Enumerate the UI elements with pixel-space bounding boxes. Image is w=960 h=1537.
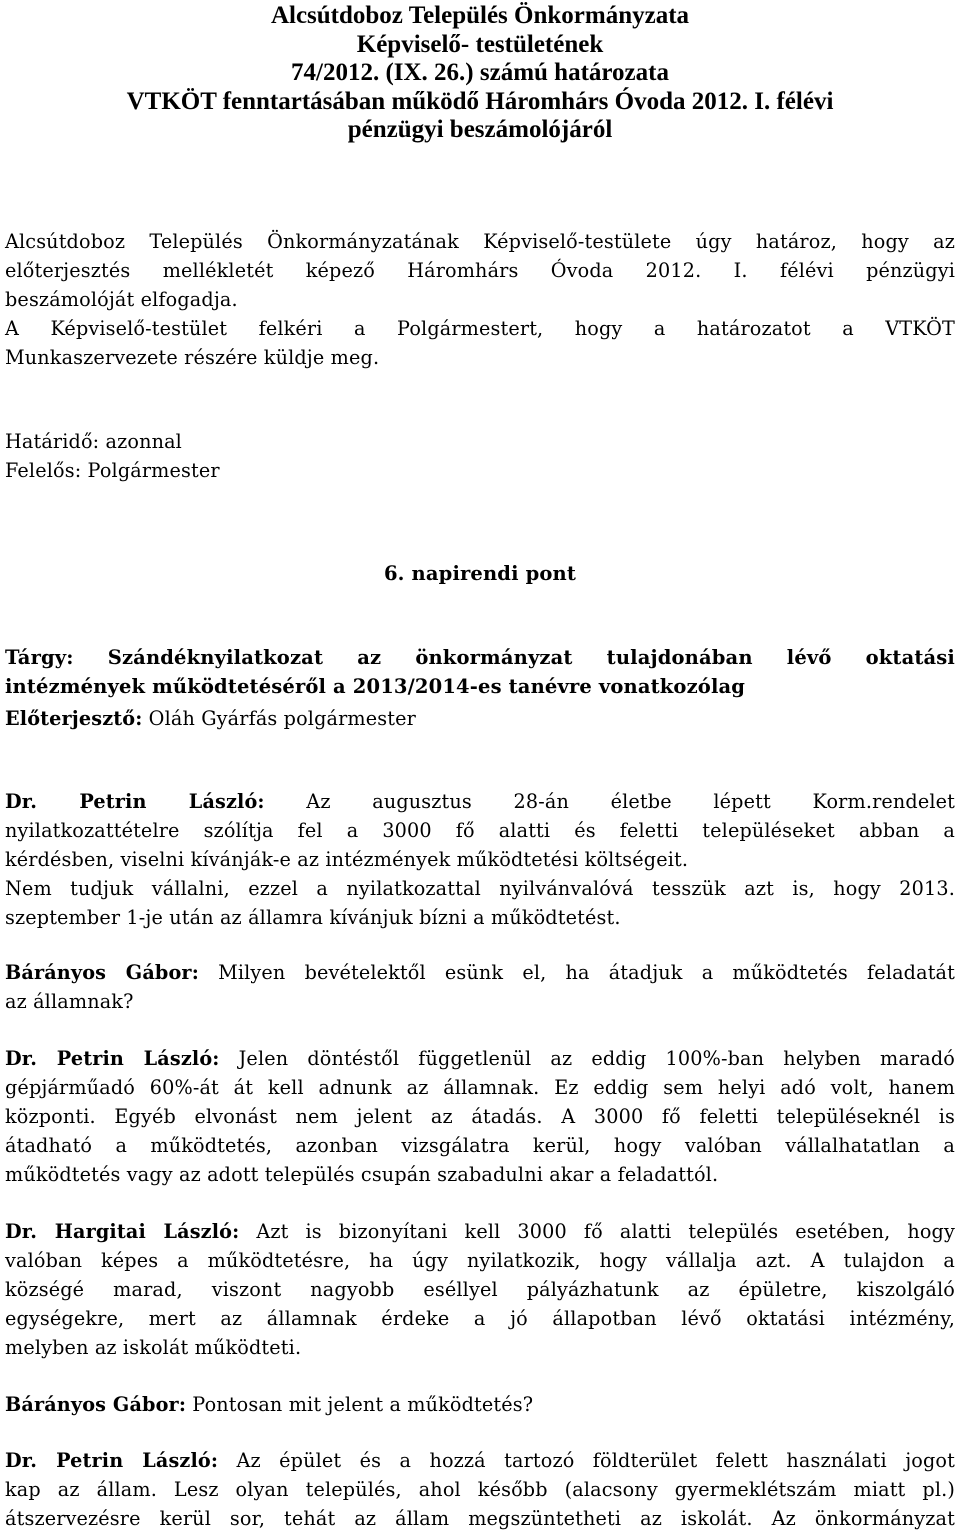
speech-line: valóban képes a működtetésre, ha úgy nyilatkozik, hogy vállalja azt. A tulajdon a [5,1249,955,1272]
discussion-entry [5,1446,955,1533]
speech-line: kap az állam. Lesz olyan település, ahol később (alacsony gyermeklétszám miatt pl.) [5,1478,955,1501]
presenter-label: Előterjesztő: [5,707,143,730]
speech-line: az államnak? [5,990,134,1013]
agenda-subject [5,643,955,701]
speaker-name: Dr. Hargitai László: [5,1220,240,1243]
speech-line: szeptember 1-je után az államra kívánjuk bízni a működtetést. [5,906,621,929]
resolution-paragraph [5,227,955,314]
responsible: Felelős: Polgármester [5,459,220,482]
speaker-name: Bárányos Gábor: [5,961,199,984]
speech-text: Milyen bevételektől esünk el, ha átadjuk a működtetés feladatát [198,961,956,984]
deadline: Határidő: azonnal [5,430,182,453]
speech-line: egységekre, mert az államnak érdeke a jó állapotban lévő oktatási intézmény, [5,1307,955,1330]
agenda-presenter [5,704,955,733]
speech-line: melyben az iskolát működteti. [5,1336,302,1359]
speech-line: Nem tudjuk vállalni, ezzel a nyilatkozattal nyilvánvalóvá tesszük azt is, hogy 2013. [5,877,955,900]
speaker-name: Dr. Petrin László: [5,1449,219,1472]
discussion-entry [5,787,955,932]
text-line: A Képviselő-testület felkéri a Polgármestert, hogy a határozatot a VTKÖT [5,317,955,340]
discussion-entry [5,1390,955,1419]
discussion-entry [5,958,955,1016]
subject-line: Tárgy: Szándéknyilatkozat az önkormányzat tulajdonában lévő oktatási [5,646,955,669]
discussion-entry [5,1217,955,1362]
title-line: Képviselő- testületének [356,30,604,58]
deadline-block [5,427,955,485]
agenda-heading-text: 6. napirendi pont [383,562,577,585]
title-line: 74/2012. (IX. 26.) számú határozata [291,59,669,86]
speech-line: központi. Egyéb elvonást nem jelent az átadás. A 3000 fő feletti településeknél is [5,1105,955,1128]
agenda-heading [5,559,955,588]
speech-line: átszervezésre kerül sor, tehát az állam megszüntetheti az iskolát. Az önkormányzat [5,1507,955,1530]
speech-text: Pontosan mit jelent a működtetés? [186,1393,534,1416]
speech-line: nyilatkozattételre szólítja fel a 3000 fő alatti és feletti településeket abban a [5,819,955,842]
title-line: pénzügyi beszámolójáról [347,116,613,143]
speech-text: Azt is bizonyítani kell 3000 fő alatti település esetében, hogy [239,1220,955,1243]
presenter-name: Oláh Gyárfás polgármester [142,707,416,730]
subject-line: intézmények működtetéséről a 2013/2014-es tanévre vonatkozólag [5,675,746,698]
speech-line: gépjárműadó 60%-át át kell adnunk az államnak. Ez eddig sem helyi adó volt, hanem [5,1076,955,1099]
speech-line: kérdésben, viselni kívánják-e az intézmények működtetési költségeit. [5,848,689,871]
speaker-name: Bárányos Gábor: [5,1393,187,1416]
text-line: Alcsútdoboz Település Önkormányzatának Képviselő-testülete úgy határoz, hogy az [5,230,955,253]
speaker-name: Dr. Petrin László: [5,790,265,813]
resolution-request-paragraph [5,314,955,372]
title-line: Alcsútdoboz Település Önkormányzata [270,2,690,29]
text-line: beszámolóját elfogadja. [5,288,238,311]
speech-line: községé marad, viszont nagyobb eséllyel pályázhatunk az épületre, kiszolgáló [5,1278,955,1301]
title-line: VTKÖT fenntartásában működő Háromhárs Óvoda 2012. I. félévi [126,87,834,115]
resolution-title [5,2,955,145]
speech-line: működtetés vagy az adott település csupán szabadulni akar a feladattól. [5,1163,719,1186]
speech-text: Jelen döntéstől függetlenül az eddig 100%-ban helyben maradó [219,1047,955,1070]
speech-line: átadható a működtetés, azonban vizsgálatra kerül, hogy valóban vállalhatatlan a [5,1134,955,1157]
discussion-entry [5,1044,955,1189]
speech-text: Az épület és a hozzá tartozó földterület felett használati jogot [218,1449,955,1472]
text-line: előterjesztés mellékletét képező Háromhárs Óvoda 2012. I. félévi pénzügyi [5,259,955,282]
speaker-name: Dr. Petrin László: [5,1047,220,1070]
text-line: Munkaszervezete részére küldje meg. [5,346,380,369]
speech-text: Az augusztus 28-án életbe lépett Korm.rendelet [264,790,955,813]
